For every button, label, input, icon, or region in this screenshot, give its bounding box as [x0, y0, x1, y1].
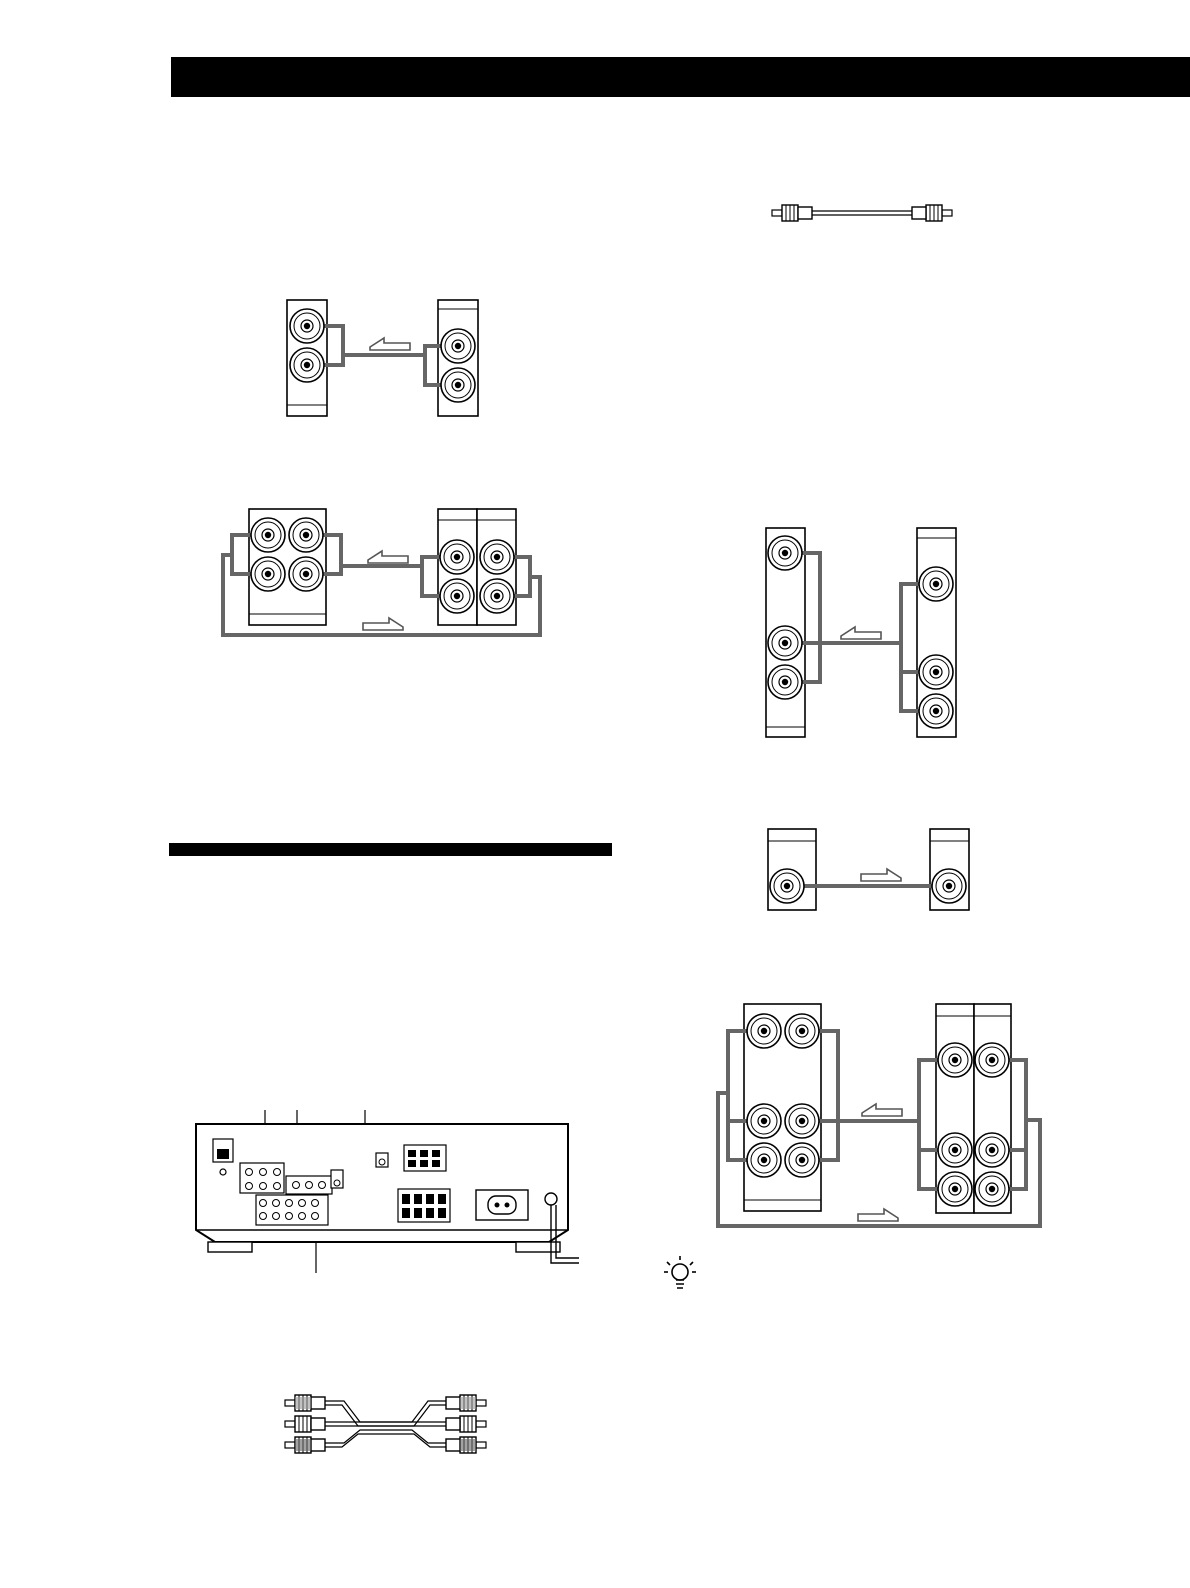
three-jack-connection-icon [766, 528, 956, 737]
single-rca-cable-icon [772, 205, 952, 221]
triple-rca-cable-icon [285, 1395, 486, 1453]
single-jack-connection-icon [768, 829, 969, 910]
two-jack-connection-icon [287, 300, 478, 416]
receiver-rear-panel-icon [196, 1110, 579, 1273]
four-jack-loop-connection-icon [223, 509, 540, 635]
lightbulb-tip-icon [664, 1256, 696, 1288]
six-jack-loop-connection-icon [718, 1004, 1040, 1226]
